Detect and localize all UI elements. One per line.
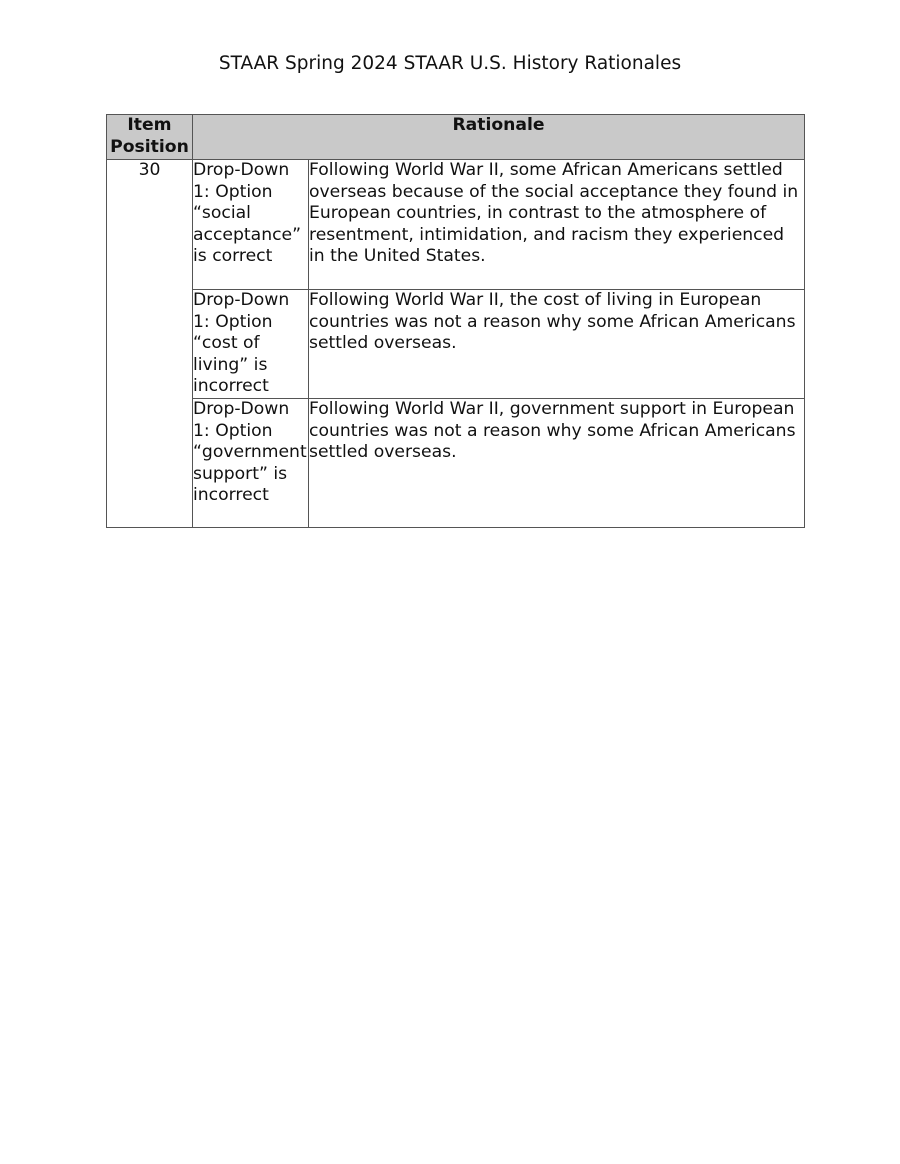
item-position-cell: 30 (107, 160, 193, 528)
rationale-cell: Following World War II, the cost of living in European countries was not a reason why some African Americans settled overseas. (309, 290, 805, 399)
item-position-header: Item Position (107, 115, 193, 160)
rationale-header: Rationale (193, 115, 805, 160)
table-row (107, 160, 805, 290)
table-header-row (107, 115, 805, 160)
table-row (107, 290, 805, 399)
option-cell: Drop-Down 1: Option “government support” is incorrect (193, 398, 309, 527)
option-cell: Drop-Down 1: Option “social acceptance” is correct (193, 160, 309, 290)
rationale-cell: Following World War II, government support in European countries was not a reason why some African Americans settled overseas. (309, 398, 805, 527)
rationale-table (106, 114, 805, 528)
rationale-cell: Following World War II, some African Americans settled overseas because of the social acceptance they found in European countries, in contrast to the atmosphere of resentment, intimidation, and racism they experienced in the United States. (309, 160, 805, 290)
option-cell: Drop-Down 1: Option “cost of living” is incorrect (193, 290, 309, 399)
table-row (107, 398, 805, 527)
page-title: STAAR Spring 2024 STAAR U.S. History Rationales (218, 53, 682, 74)
